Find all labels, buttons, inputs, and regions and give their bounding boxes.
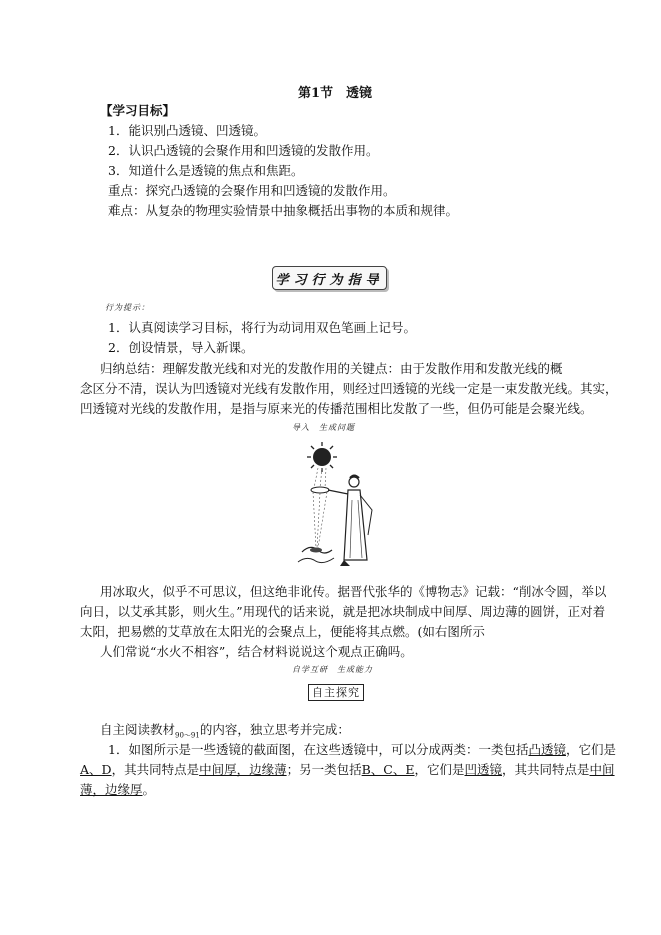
tip-item: 2．创设情景，导入新课。 [108, 340, 254, 355]
objective-item: 3．知道什么是透镜的焦点和焦距。 [108, 163, 304, 178]
ice-lens-illustration [292, 440, 382, 580]
intro-paragraph-line: 向日，以艾承其影，则火生。”用现代的话来说，就是把冰块制成中间厚、周边薄的圆饼，正对着 [80, 604, 606, 619]
self-study-box [308, 681, 364, 700]
summary-line: 归纳总结：理解发散光线和对光的发散作用的关键点：由于发散作用和发散光线的概 [100, 361, 563, 376]
difficult-point: 难点：从复杂的物理实验情景中抽象概括出事物的本质和规律。 [108, 203, 459, 218]
q1-text: ，它们是 [565, 742, 616, 757]
tip-item: 1．认真阅读学习目标，将行为动词用双色笔画上记号。 [108, 320, 416, 335]
q1-answer: 中间厚，边缘薄 [199, 762, 287, 777]
key-point: 重点：探究凸透镜的会聚作用和凹透镜的发散作用。 [108, 183, 396, 198]
page-title: 第1节 透镜 [298, 86, 373, 101]
q1-text: ，其共同特点是 [502, 762, 590, 777]
q1-answer: B、C、E [361, 762, 415, 777]
q1-text: ，它们是 [414, 762, 465, 777]
question-line [108, 742, 616, 758]
q1-text: 1．如图所示是一些透镜的截面图，在这些透镜中，可以分成两类：一类包括 [108, 742, 529, 757]
section-banner [272, 266, 387, 290]
intro-paragraph-line: 用冰取火，似乎不可思议，但这绝非讹传。据晋代张华的《博物志》记载：“削冰令圆，举以 [100, 584, 607, 599]
objectives-heading: 【学习目标】 [100, 103, 176, 118]
tips-label: 行为提示： [105, 303, 150, 312]
q1-text: ，其共同特点是 [111, 762, 200, 777]
summary-line: 念区分不清，误认为凹透镜对光线有发散作用，则经过凹透镜的光线一定是一束发散光线。其实， [80, 381, 618, 396]
instruction-pages: 90～91 [175, 731, 200, 740]
q1-text: ；另一类包括 [286, 762, 362, 777]
section-banner-text: 学习行为指导 [275, 272, 384, 288]
instruction-pre: 自主阅读教材 [100, 722, 176, 737]
summary-line: 凹透镜对光线的发散作用，是指与原来光的传播范围相比发散了一些，但仍可能是会聚光线。 [80, 401, 593, 416]
question-line [80, 762, 615, 778]
q1-answer: 薄，边缘厚 [80, 782, 143, 797]
question-line [80, 782, 155, 798]
q1-answer: A、D [80, 762, 112, 777]
q1-answer: 凹透镜 [464, 762, 503, 777]
self-study-label: 自学互研 生成能力 [292, 665, 373, 674]
objective-item: 1．能识别凸透镜、凹透镜。 [108, 123, 266, 138]
intro-label: 导入 生成问题 [292, 423, 355, 432]
q1-answer: 中间 [589, 762, 615, 777]
objective-item: 2．认识凸透镜的会聚作用和凹透镜的发散作用。 [108, 143, 379, 158]
self-study-box-text: 自主探究 [308, 684, 364, 701]
instruction-post: 的内容，独立思考并完成： [199, 722, 350, 737]
smoke-swirl [298, 547, 334, 562]
person-figure [328, 476, 372, 567]
q1-answer: 凸透镜 [528, 742, 566, 757]
self-study-instruction [100, 722, 350, 744]
intro-question: 人们常说“水火不相容”，结合材料说说这个观点正确吗。 [100, 644, 413, 659]
intro-paragraph-line: 太阳，把易燃的艾草放在太阳光的会聚点上，便能将其点燃。(如右图所示 [80, 624, 485, 639]
q1-text: 。 [142, 782, 156, 797]
sun-icon [307, 442, 337, 472]
